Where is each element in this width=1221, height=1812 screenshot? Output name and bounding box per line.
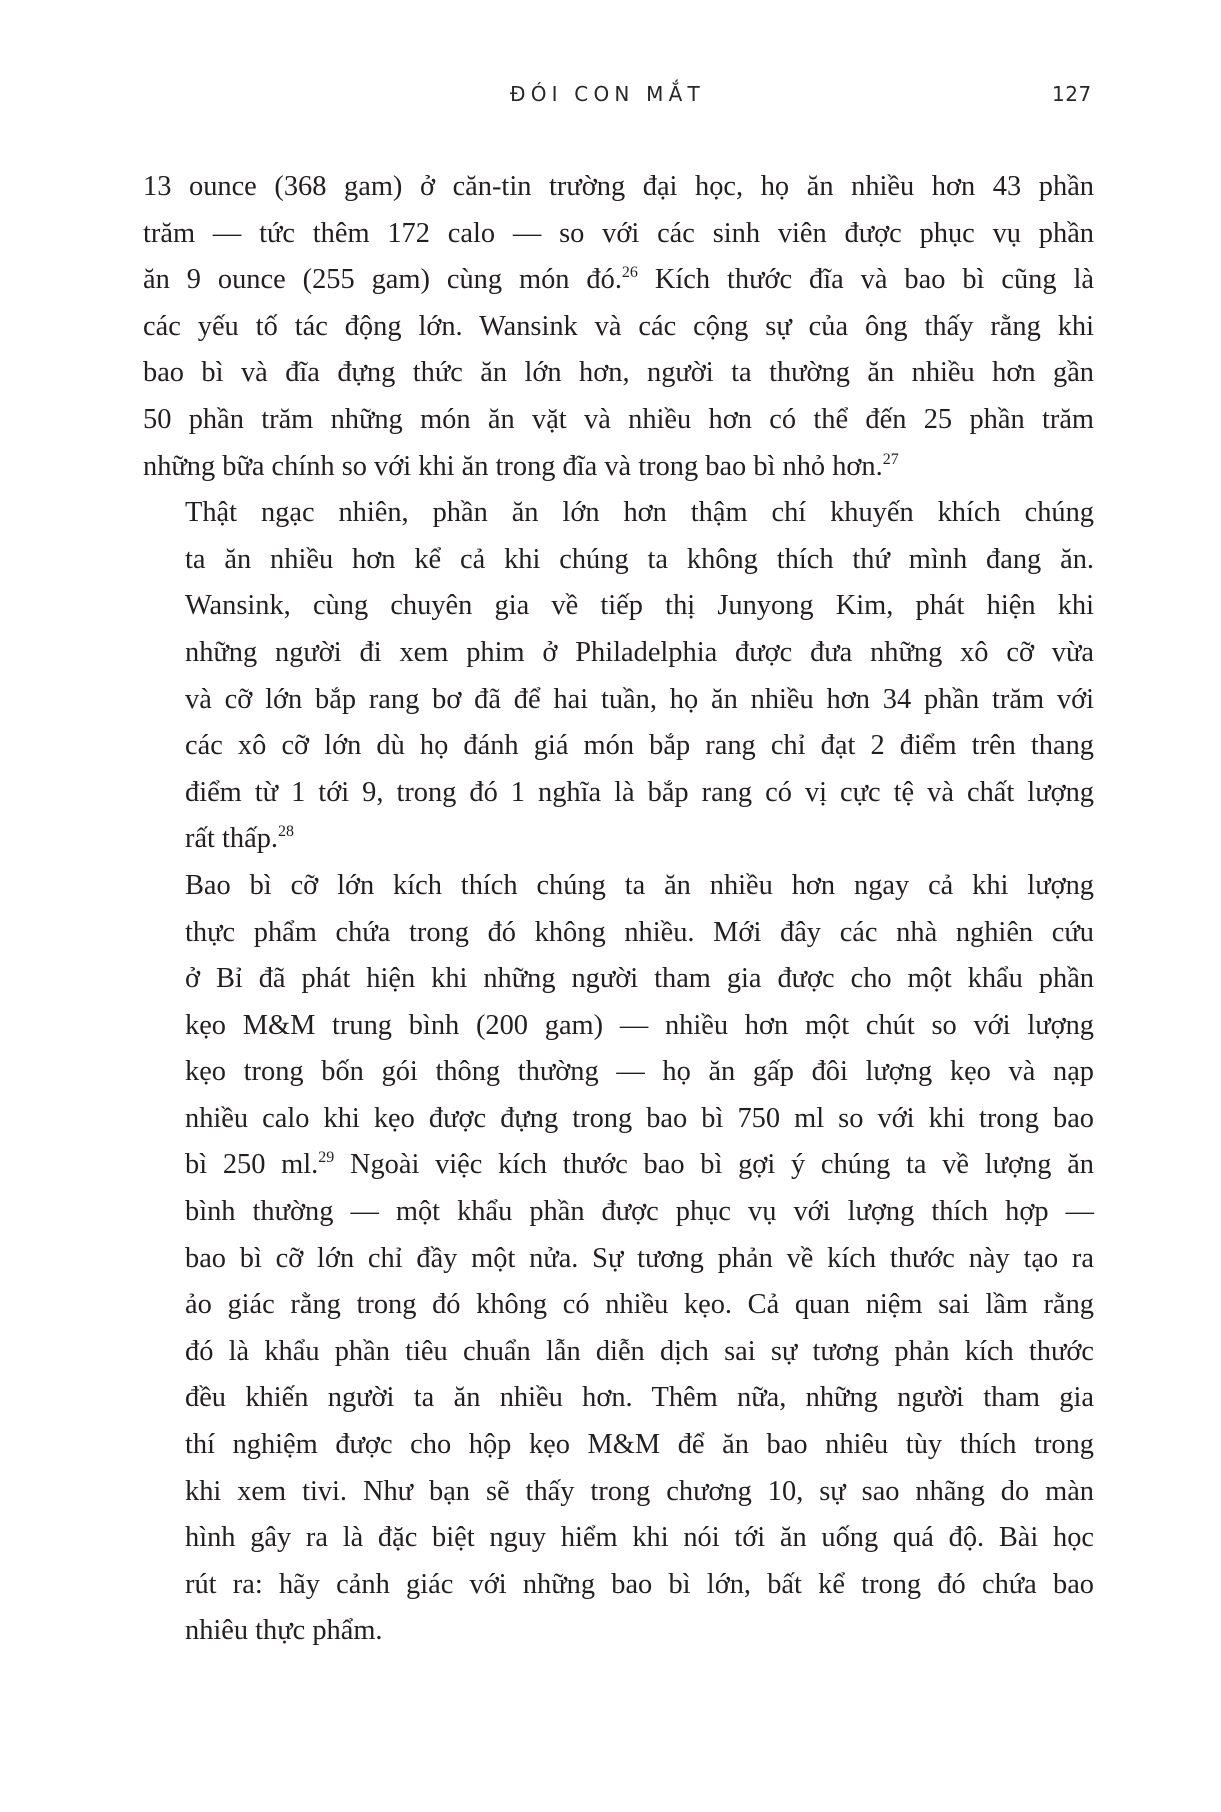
- text-line: [143, 1142, 1094, 1189]
- paragraph: [143, 863, 1094, 1655]
- line-text: rất thấp.: [185, 823, 279, 855]
- text-line: [143, 1236, 1094, 1283]
- line-text: bình thường — một khẩu phần được phục vụ với lượng thích hợp —: [185, 1196, 1094, 1228]
- running-head: [0, 80, 1221, 110]
- text-line: [143, 910, 1094, 957]
- line-text: 50 phần trăm những món ăn vặt và nhiều hơn có thể đến 25 phần trăm: [143, 403, 1094, 435]
- line-text: thí nghiệm được cho hộp kẹo M&M để ăn bao nhiêu tùy thích trong: [185, 1429, 1094, 1461]
- text-line: [143, 1469, 1094, 1516]
- line-text: Bao bì cỡ lớn kích thích chúng ta ăn nhiều hơn ngay cả khi lượng: [185, 869, 1094, 901]
- paragraph: [143, 164, 1094, 490]
- footnote-ref: 26: [621, 264, 638, 282]
- text-line: [143, 583, 1094, 630]
- text-line: [143, 956, 1094, 1003]
- text-line: [143, 1515, 1094, 1562]
- text-line: [143, 677, 1094, 724]
- text-line: [143, 211, 1094, 258]
- body-text: [143, 164, 1094, 1655]
- text-line: [143, 816, 1094, 863]
- line-text: thực phẩm chứa trong đó không nhiều. Mới đây các nhà nghiên cứu: [185, 916, 1094, 948]
- line-text: kẹo M&M trung bình (200 gam) — nhiều hơn một chút so với lượng: [185, 1009, 1094, 1041]
- text-line: [143, 723, 1094, 770]
- line-text-after: Kích thước đĩa và bao bì cũng là: [637, 264, 1094, 296]
- line-text: kẹo trong bốn gói thông thường — họ ăn gấp đôi lượng kẹo và nạp: [185, 1056, 1094, 1088]
- line-text: 13 ounce (368 gam) ở căn-tin trường đại học, họ ăn nhiều hơn 43 phần: [143, 171, 1094, 202]
- page-number: 127: [1052, 82, 1092, 106]
- line-text: ảo giác rằng trong đó không có nhiều kẹo. Cả quan niệm sai lầm rằng: [185, 1289, 1094, 1321]
- text-line: [143, 770, 1094, 817]
- line-text: các yếu tố tác động lớn. Wansink và các cộng sự của ông thấy rằng khi: [143, 310, 1094, 342]
- line-text: điểm từ 1 tới 9, trong đó 1 nghĩa là bắp rang có vị cực tệ và chất lượng: [185, 776, 1094, 808]
- line-text: ta ăn nhiều hơn kể cả khi chúng ta không thích thứ mình đang ăn.: [185, 543, 1094, 575]
- footnote-ref: 29: [318, 1149, 335, 1167]
- line-text: những người đi xem phim ở Philadelphia được đưa những xô cỡ vừa: [185, 636, 1094, 668]
- line-text: các xô cỡ lớn dù họ đánh giá món bắp rang chỉ đạt 2 điểm trên thang: [185, 730, 1094, 762]
- text-line: [143, 1189, 1094, 1236]
- text-line: [143, 1375, 1094, 1422]
- line-text: bao bì và đĩa đựng thức ăn lớn hơn, người ta thường ăn nhiều hơn gần: [143, 357, 1094, 389]
- text-line: [143, 1049, 1094, 1096]
- text-line: [143, 1282, 1094, 1329]
- line-text: ở Bỉ đã phát hiện khi những người tham gia được cho một khẩu phần: [185, 963, 1094, 995]
- line-text: đó là khẩu phần tiêu chuẩn lẫn diễn dịch sai sự tương phản kích thước: [185, 1335, 1094, 1367]
- text-line: [143, 257, 1094, 304]
- text-line: [143, 630, 1094, 677]
- line-text: nhiều calo khi kẹo được đựng trong bao bì 750 ml so với khi trong bao: [185, 1102, 1094, 1134]
- running-title: ĐÓI CON MẮT: [510, 82, 705, 106]
- line-text: Thật ngạc nhiên, phần ăn lớn hơn thậm chí khuyến khích chúng: [185, 497, 1094, 529]
- line-text-after: Ngoài việc kích thước bao bì gợi ý chúng ta về lượng ăn: [334, 1149, 1094, 1181]
- line-text: nhiêu thực phẩm.: [185, 1615, 383, 1647]
- text-line: [143, 350, 1094, 397]
- text-line: [143, 1329, 1094, 1376]
- line-text: bì 250 ml.: [185, 1149, 319, 1181]
- text-line: [143, 1608, 1094, 1655]
- paragraph: [143, 490, 1094, 863]
- text-line: [143, 304, 1094, 351]
- text-line: [143, 397, 1094, 444]
- line-text: hình gây ra là đặc biệt nguy hiểm khi nói tới ăn uống quá độ. Bài học: [185, 1522, 1094, 1554]
- footnote-ref: 27: [882, 450, 899, 468]
- line-text: và cỡ lớn bắp rang bơ đã để hai tuần, họ ăn nhiều hơn 34 phần trăm với: [185, 683, 1094, 715]
- text-line: [143, 1003, 1094, 1050]
- text-line: [143, 490, 1094, 537]
- footnote-ref: 28: [278, 823, 295, 841]
- text-line: [143, 444, 1094, 491]
- line-text: khi xem tivi. Như bạn sẽ thấy trong chương 10, sự sao nhãng do màn: [185, 1475, 1094, 1507]
- line-text: rút ra: hãy cảnh giác với những bao bì lớn, bất kể trong đó chứa bao: [185, 1568, 1094, 1600]
- text-line: [143, 164, 1094, 211]
- text-line: [143, 1562, 1094, 1609]
- line-text: những bữa chính so với khi ăn trong đĩa và trong bao bì nhỏ hơn.: [143, 450, 883, 482]
- line-text: bao bì cỡ lớn chỉ đầy một nửa. Sự tương phản về kích thước này tạo ra: [185, 1242, 1094, 1274]
- text-line: [143, 1422, 1094, 1469]
- text-line: [143, 863, 1094, 910]
- text-line: [143, 1096, 1094, 1143]
- line-text: Wansink, cùng chuyên gia về tiếp thị Junyong Kim, phát hiện khi: [185, 590, 1094, 622]
- line-text: trăm — tức thêm 172 calo — so với các sinh viên được phục vụ phần: [143, 217, 1094, 249]
- text-line: [143, 537, 1094, 584]
- line-text: ăn 9 ounce (255 gam) cùng món đó.: [143, 264, 622, 296]
- line-text: đều khiến người ta ăn nhiều hơn. Thêm nữa, những người tham gia: [185, 1382, 1094, 1414]
